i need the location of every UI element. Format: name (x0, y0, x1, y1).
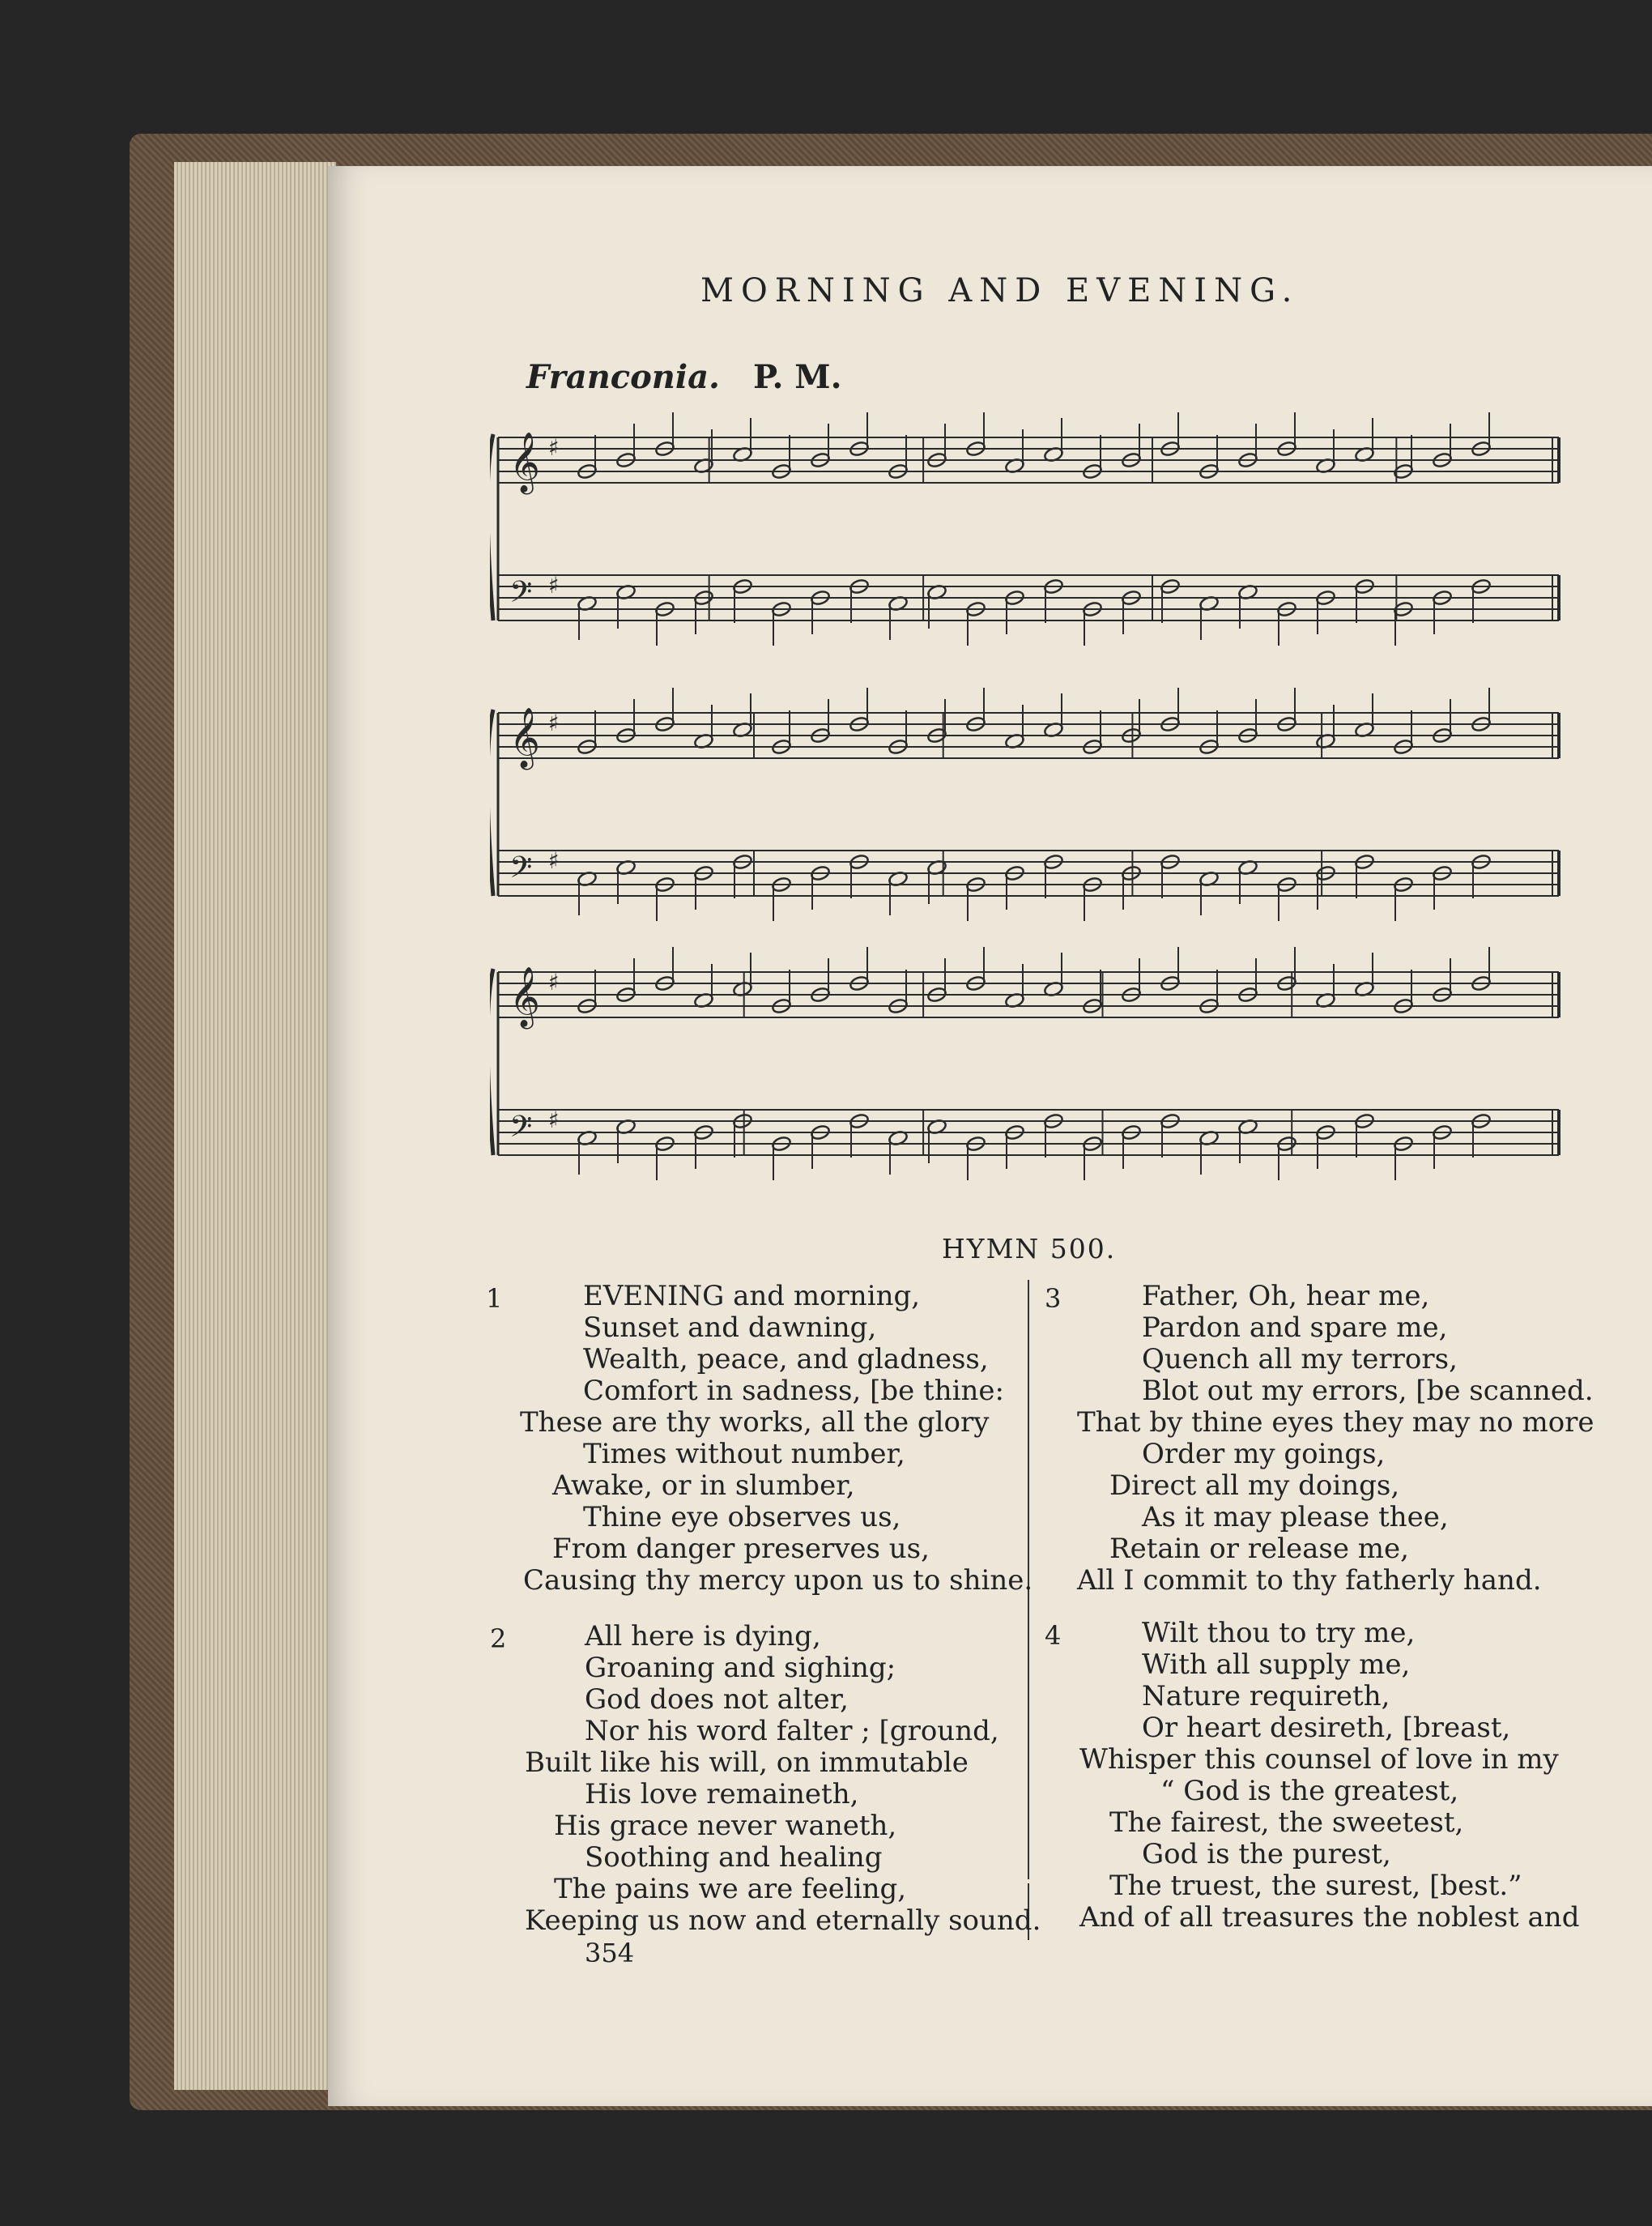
verse-line: The fairest, the sweetest, (1109, 1806, 1464, 1839)
verse-line: “ God is the greatest, (1160, 1775, 1459, 1807)
verse-line: All I commit to thy fatherly hand. (1077, 1564, 1542, 1597)
verse-line: Quench all my terrors, (1142, 1343, 1458, 1375)
treble-clef: 𝄞 (509, 708, 540, 768)
verse-line: Times without number, (583, 1438, 905, 1470)
verse-number: 3 (1045, 1283, 1062, 1314)
verse-line: All here is dying, (585, 1620, 821, 1652)
brace (490, 434, 493, 620)
page-edges (174, 162, 336, 2090)
verse-line: Or heart desireth, [breast, (1142, 1712, 1511, 1744)
verse-line: These are thy works, all the glory (520, 1406, 990, 1439)
verse-number: 2 (490, 1623, 507, 1654)
verse-line: Keeping us now and eternally sound. (525, 1904, 1041, 1937)
verse-line: Nature requireth, (1142, 1680, 1390, 1712)
key-signature: ♯ (548, 434, 560, 461)
treble-clef: 𝄞 (509, 433, 540, 493)
brace (490, 969, 493, 1155)
verse-line: His grace never waneth, (554, 1810, 897, 1842)
verse-number: 1 (486, 1283, 503, 1314)
key-signature: ♯ (548, 1107, 560, 1133)
verse-line: From danger preserves us, (552, 1533, 930, 1565)
verse-line: With all supply me, (1142, 1648, 1411, 1681)
music-score (490, 405, 1567, 1199)
verse-line: Causing thy mercy upon us to shine. (523, 1564, 1033, 1597)
verse-line: Wilt thou to try me, (1142, 1617, 1416, 1649)
bass-clef: 𝄢 (509, 575, 533, 616)
verse-line: Nor his word falter ; [ground, (585, 1715, 999, 1747)
running-head: MORNING AND EVENING. (700, 272, 1300, 309)
brace (490, 710, 493, 896)
verse-line: Sunset and dawning, (583, 1311, 877, 1344)
page-number: 354 (585, 1938, 635, 1968)
verse-line: Father, Oh, hear me, (1142, 1280, 1430, 1312)
verse-line: Comfort in sadness, [be thine: (583, 1375, 1004, 1407)
verse-line: The pains we are feeling, (554, 1873, 907, 1905)
verse-line: The truest, the surest, [best.” (1109, 1870, 1522, 1902)
verse-line: EVENING and morning, (583, 1280, 921, 1312)
verse-line: Pardon and spare me, (1142, 1311, 1448, 1344)
key-signature: ♯ (548, 710, 560, 736)
verse-line: His love remaineth, (585, 1778, 859, 1810)
verse-line: Order my goings, (1142, 1438, 1386, 1470)
verse-line: Blot out my errors, [be scanned. (1142, 1375, 1594, 1407)
key-signature: ♯ (548, 572, 560, 599)
tune-meter: P. M. (753, 358, 842, 396)
verse-line: God does not alter, (585, 1683, 849, 1716)
treble-clef: 𝄞 (509, 967, 540, 1027)
verse-line: Retain or release me, (1109, 1533, 1409, 1565)
bass-clef: 𝄢 (509, 1110, 533, 1151)
verse-line: And of all treasures the noblest and (1079, 1901, 1580, 1934)
key-signature: ♯ (548, 847, 560, 874)
tune-name: Franconia. (526, 358, 720, 396)
verse-line: God is the purest, (1142, 1838, 1391, 1870)
verse-line: As it may please thee, (1142, 1501, 1449, 1533)
verse-line: That by thine eyes they may no more (1077, 1406, 1595, 1439)
verse-line: Awake, or in slumber, (552, 1469, 855, 1502)
verse-line: Direct all my doings, (1109, 1469, 1400, 1502)
verse-number: 4 (1045, 1620, 1062, 1651)
key-signature: ♯ (548, 969, 560, 996)
verse-line: Whisper this counsel of love in my (1079, 1743, 1559, 1776)
verse-line: Soothing and healing (585, 1841, 883, 1874)
bass-clef: 𝄢 (509, 851, 533, 892)
verse-line: Groaning and sighing; (585, 1652, 896, 1684)
verse-line: Wealth, peace, and gladness, (583, 1343, 989, 1375)
hymn-title: HYMN 500. (942, 1233, 1117, 1264)
verse-line: Thine eye observes us, (583, 1501, 901, 1533)
verse-line: Built like his will, on immutable (525, 1746, 969, 1779)
